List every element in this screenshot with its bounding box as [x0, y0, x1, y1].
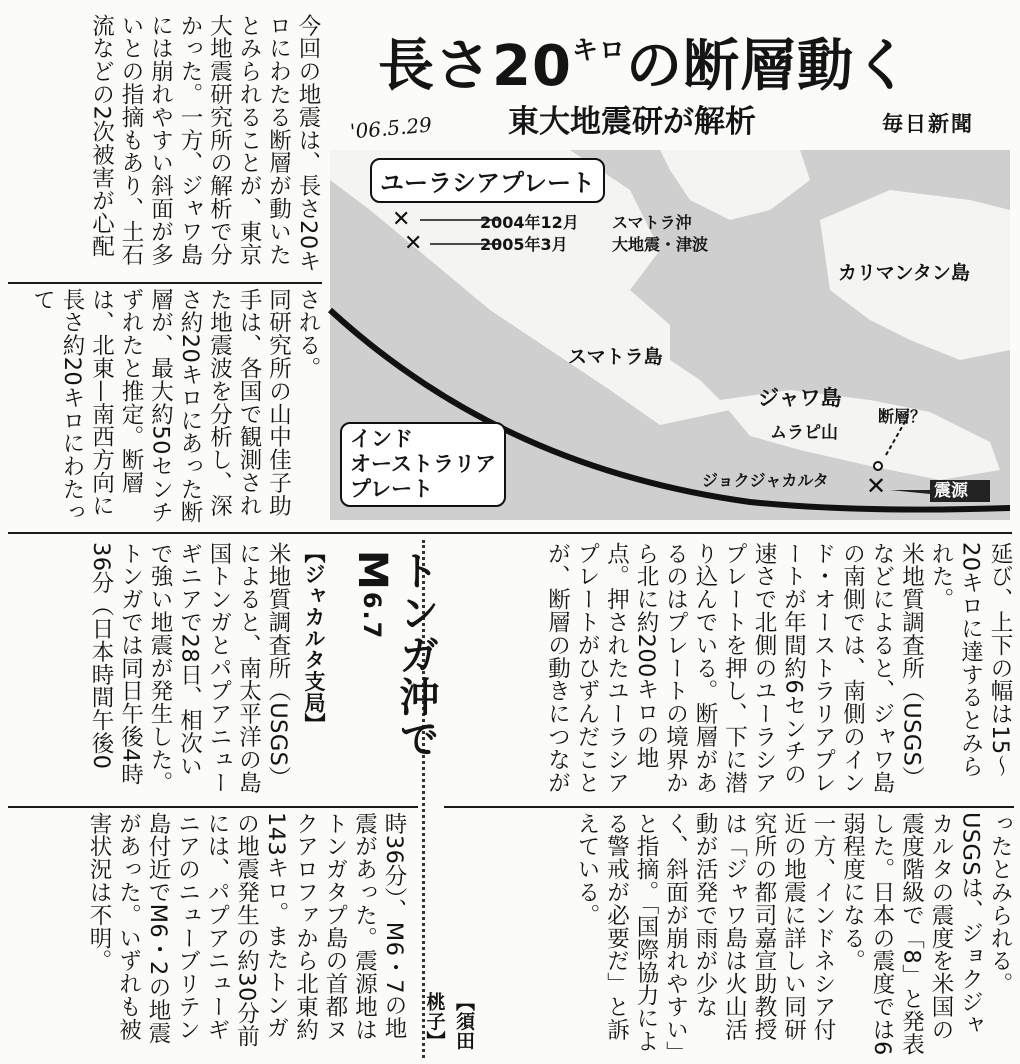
sidebar-paragraph-1: 米地質調査所（USGS）によると、南太平洋の島国トンガとパプアニューギニアで28日、相次いで強い地震が発生した。 トンガでは同日午後4時36分（日本時間午後0	[88, 542, 291, 794]
byline: 【須田桃子】	[423, 992, 475, 1051]
sumatra-oki-label: スマトラ沖	[612, 213, 692, 232]
eurasia-plate-label: ユーラシアプレート	[370, 158, 605, 203]
article-paragraph-1: 今回の地震は、長さ20キロにわたる断層が動いたとみられることが、東京大地震研究所の解析で分かった。一方、ジャワ島には崩れやすい斜面が多いとの指摘もあり、土石流などの2次被害が心配	[88, 14, 321, 273]
headline-rest: の断層動く	[625, 34, 911, 99]
map-figure	[330, 150, 1010, 520]
headline	[378, 22, 1018, 100]
fault-label: 断層？	[878, 407, 927, 426]
headline-main: 長さ20	[378, 34, 572, 99]
epicenter-marker: ✕	[866, 472, 887, 500]
sidebar-headline	[350, 550, 438, 800]
yogyakarta-label: ジョクジャカルタ	[702, 471, 829, 490]
article-paragraph-4: ったとみられる。 USGSは、ジョクジャカルタの震度を米国の震度階級で「8」と発表した。日本の震度では6弱程度になる。 一方、インドネシア付近の地震に詳しい同研究所の都司嘉宣助教授は「ジャワ島は火山活動が活発で雨が少なく、斜面が崩れやすい」と指摘。「国際協力による警戒が必要だ」と訴えている。	[574, 812, 1013, 1056]
tsunami-label: 大地震・津波	[612, 235, 709, 254]
quake-2005-label: 2005年3月	[480, 235, 568, 254]
column-divider	[444, 806, 1014, 808]
quake-2005-marker: ✕	[404, 231, 423, 256]
newspaper-name: 毎日新聞	[882, 111, 974, 136]
subheadline: 東大地震研が解析	[508, 104, 756, 140]
sidebar-dateline: 【ジャカルタ支局】	[302, 542, 326, 735]
sidebar-headline-text: トンガ沖でM	[349, 550, 439, 760]
column-divider	[8, 282, 322, 284]
column-divider	[8, 806, 418, 808]
quake-2004-label: 2004年12月	[480, 213, 579, 232]
section-divider	[8, 532, 1012, 534]
merapi-label: ムラピ山	[770, 423, 838, 443]
headline-unit: キロ	[571, 36, 626, 66]
indo-australia-plate-label: インド オーストラリア プレート	[340, 422, 506, 507]
epicenter-label: 震源	[934, 481, 968, 501]
sidebar-paragraph-2: 時36分）、M6・7の地震があった。震源地はトンガタプ島の首都ヌクアロファから北東約143キロ。またトンガの地震発生の約30分前には、パプアニューギニアのニューブリテン島付近でM6・2の地震があった。いずれも被害状況は不明。	[86, 812, 407, 1048]
article-paragraph-3: 延び、上下の幅は15〜20キロに達するとみられた。 米地質調査所（USGS）などによると、ジャワ島の南側では、南側のインド・オーストラリアプレートが年間約6センチの速さで北側のユーラシアプレートを押し、下に潜り込んでいる。断層があるのはプレートの境界から北に約200キロの地点。押されたユーラシアプレートがひずんだことが、断層の動きにつなが	[544, 542, 1013, 794]
handwritten-date: '06.5.29	[349, 112, 433, 144]
java-label: ジャワ島	[758, 386, 842, 410]
sidebar-magnitude: 6.7	[358, 591, 386, 641]
quake-2004-marker: ✕	[392, 207, 411, 232]
article-paragraph-2: される。 同研究所の山中佳子助手は、各国で観測された地震波を分析し、深さ約20キロにあった断層が、最大約50センチずれたと推定。断層は、北東—南西方向に長さ約20キロにわたって	[29, 288, 321, 524]
yogyakarta-dot	[874, 462, 882, 470]
sumatra-label: スマトラ島	[568, 346, 663, 368]
kalimantan-label: カリマンタン島	[838, 262, 970, 284]
